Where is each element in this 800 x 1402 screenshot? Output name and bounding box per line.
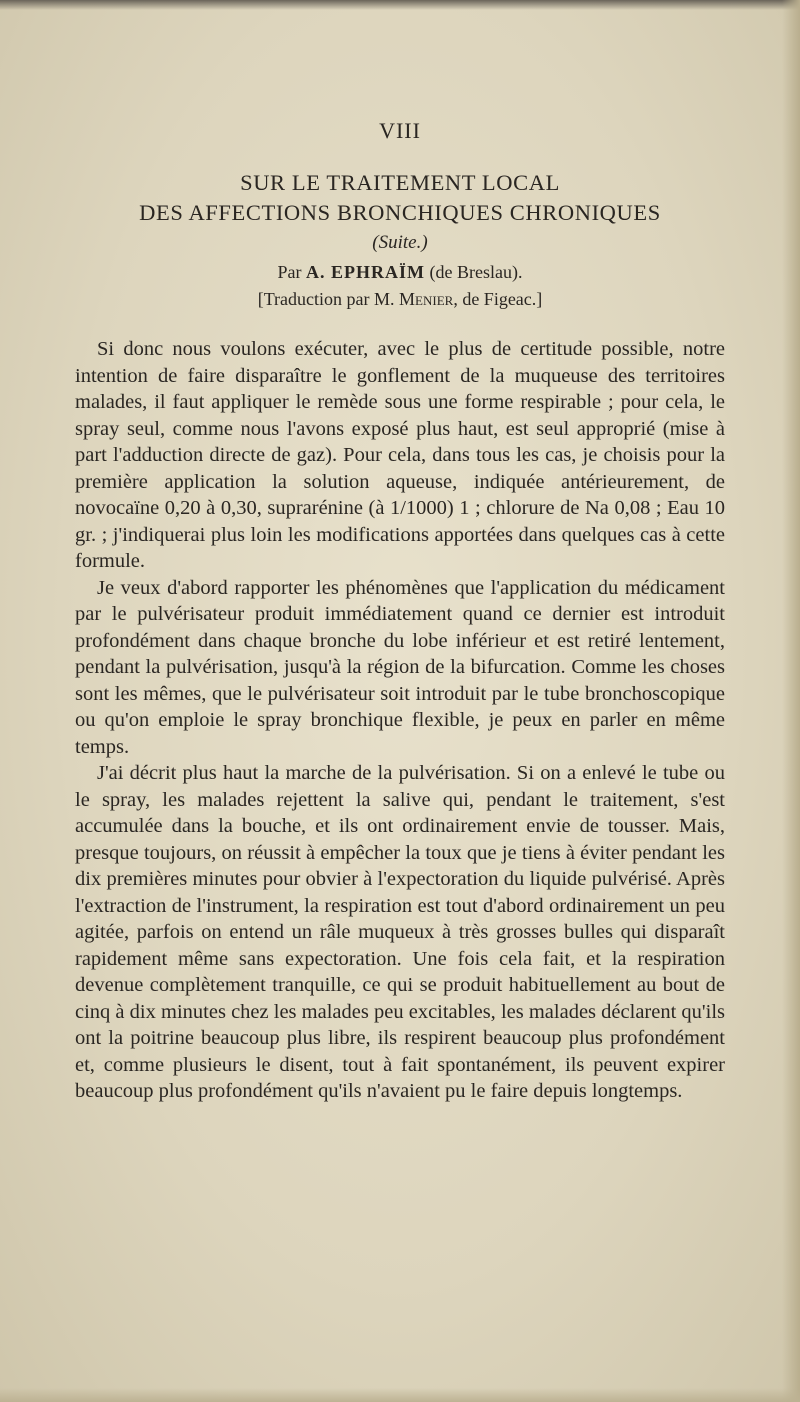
continuation-note: (Suite.) bbox=[372, 232, 428, 253]
paragraph: Si donc nous voulons exécuter, avec le plus de certitude possible, notre intention de faire disparaître le gonflement de la muqueuse des territoires malades, il faut appliquer le remède sous une forme respirable ; pour cela, le spray seul, comme nous l'avons exposé plus haut, est seul approprié (mise à part l'adduction directe de gaz). Pour cela, dans tous les cas, je choisis pour la première application la solution aqueuse, indiquée antérieurement, de novocaïne 0,20 à 0,30, suprarénine (à 1/1000) 1 ; chlorure de Na 0,08 ; Eau 10 gr. ; j'indiquerai plus loin les modifications apportées dans quelques cas à cette formule. bbox=[75, 338, 725, 572]
scan-top-shadow bbox=[0, 0, 800, 10]
byline-prefix: Par bbox=[277, 262, 302, 282]
paragraph: J'ai décrit plus haut la marche de la pulvérisation. Si on a enlevé le tube ou le spray, les malades rejettent la salive qui, pendant le traitement, s'est accumulée dans la bouche, et ils ont ordinairement envie de tousser. Mais, presque toujours, on réussit à empêcher la toux que je tiens à éviter pendant les dix premières minutes pour obvier à l'expectoration du liquide pulvérisé. Après l'extraction de l'instrument, la respiration est tout d'abord ordinairement un peu agitée, parfois on entend un râle muqueux à très grosses bulles qui disparaît rapidement même sans expectoration. Une fois cela fait, et la respiration devenue complètement tranquille, ce qui se produit habituellement au bout de cinq à dix minutes chez les malades peu excitables, les malades déclarent qu'ils ont la poitrine beaucoup plus libre, ils respirent beaucoup plus profondément et, comme plusieurs le disent, tout à fait spontanément, ils peuvent expirer beaucoup plus profondément qu'ils n'avaient pu le faire depuis longtemps. bbox=[75, 762, 725, 1102]
article-body bbox=[75, 336, 725, 1105]
translation-credit bbox=[0, 289, 800, 310]
translation-suffix: , de Figeac.] bbox=[453, 289, 543, 309]
chapter-number: VIII bbox=[379, 118, 421, 143]
author-affiliation: (de Breslau). bbox=[429, 262, 523, 282]
translation-prefix: [Traduction par M. bbox=[257, 289, 395, 309]
article-title-line-1: SUR LE TRAITEMENT LOCAL bbox=[240, 170, 560, 195]
translator-name: Menier bbox=[399, 289, 454, 309]
paragraph: Je veux d'abord rapporter les phénomènes que l'application du médicament par le pulvérisateur produit immédiatement quand ce dernier est introduit profondément dans chaque bronche du lobe inférieur et est retiré lentement, pendant la pulvérisation, jusqu'à la région de la bifurcation. Comme les choses sont les mêmes, que le pulvérisateur soit introduit par le tube bronchoscopique ou qu'on emploie le spray bronchique flexible, je peux en parler en même temps. bbox=[75, 576, 725, 758]
author-name: A. EPHRAÏM bbox=[306, 262, 426, 282]
author-byline bbox=[0, 262, 800, 283]
scan-bottom-edge bbox=[0, 1388, 800, 1402]
article-title-line-2: DES AFFECTIONS BRONCHIQUES CHRONIQUES bbox=[139, 200, 661, 225]
